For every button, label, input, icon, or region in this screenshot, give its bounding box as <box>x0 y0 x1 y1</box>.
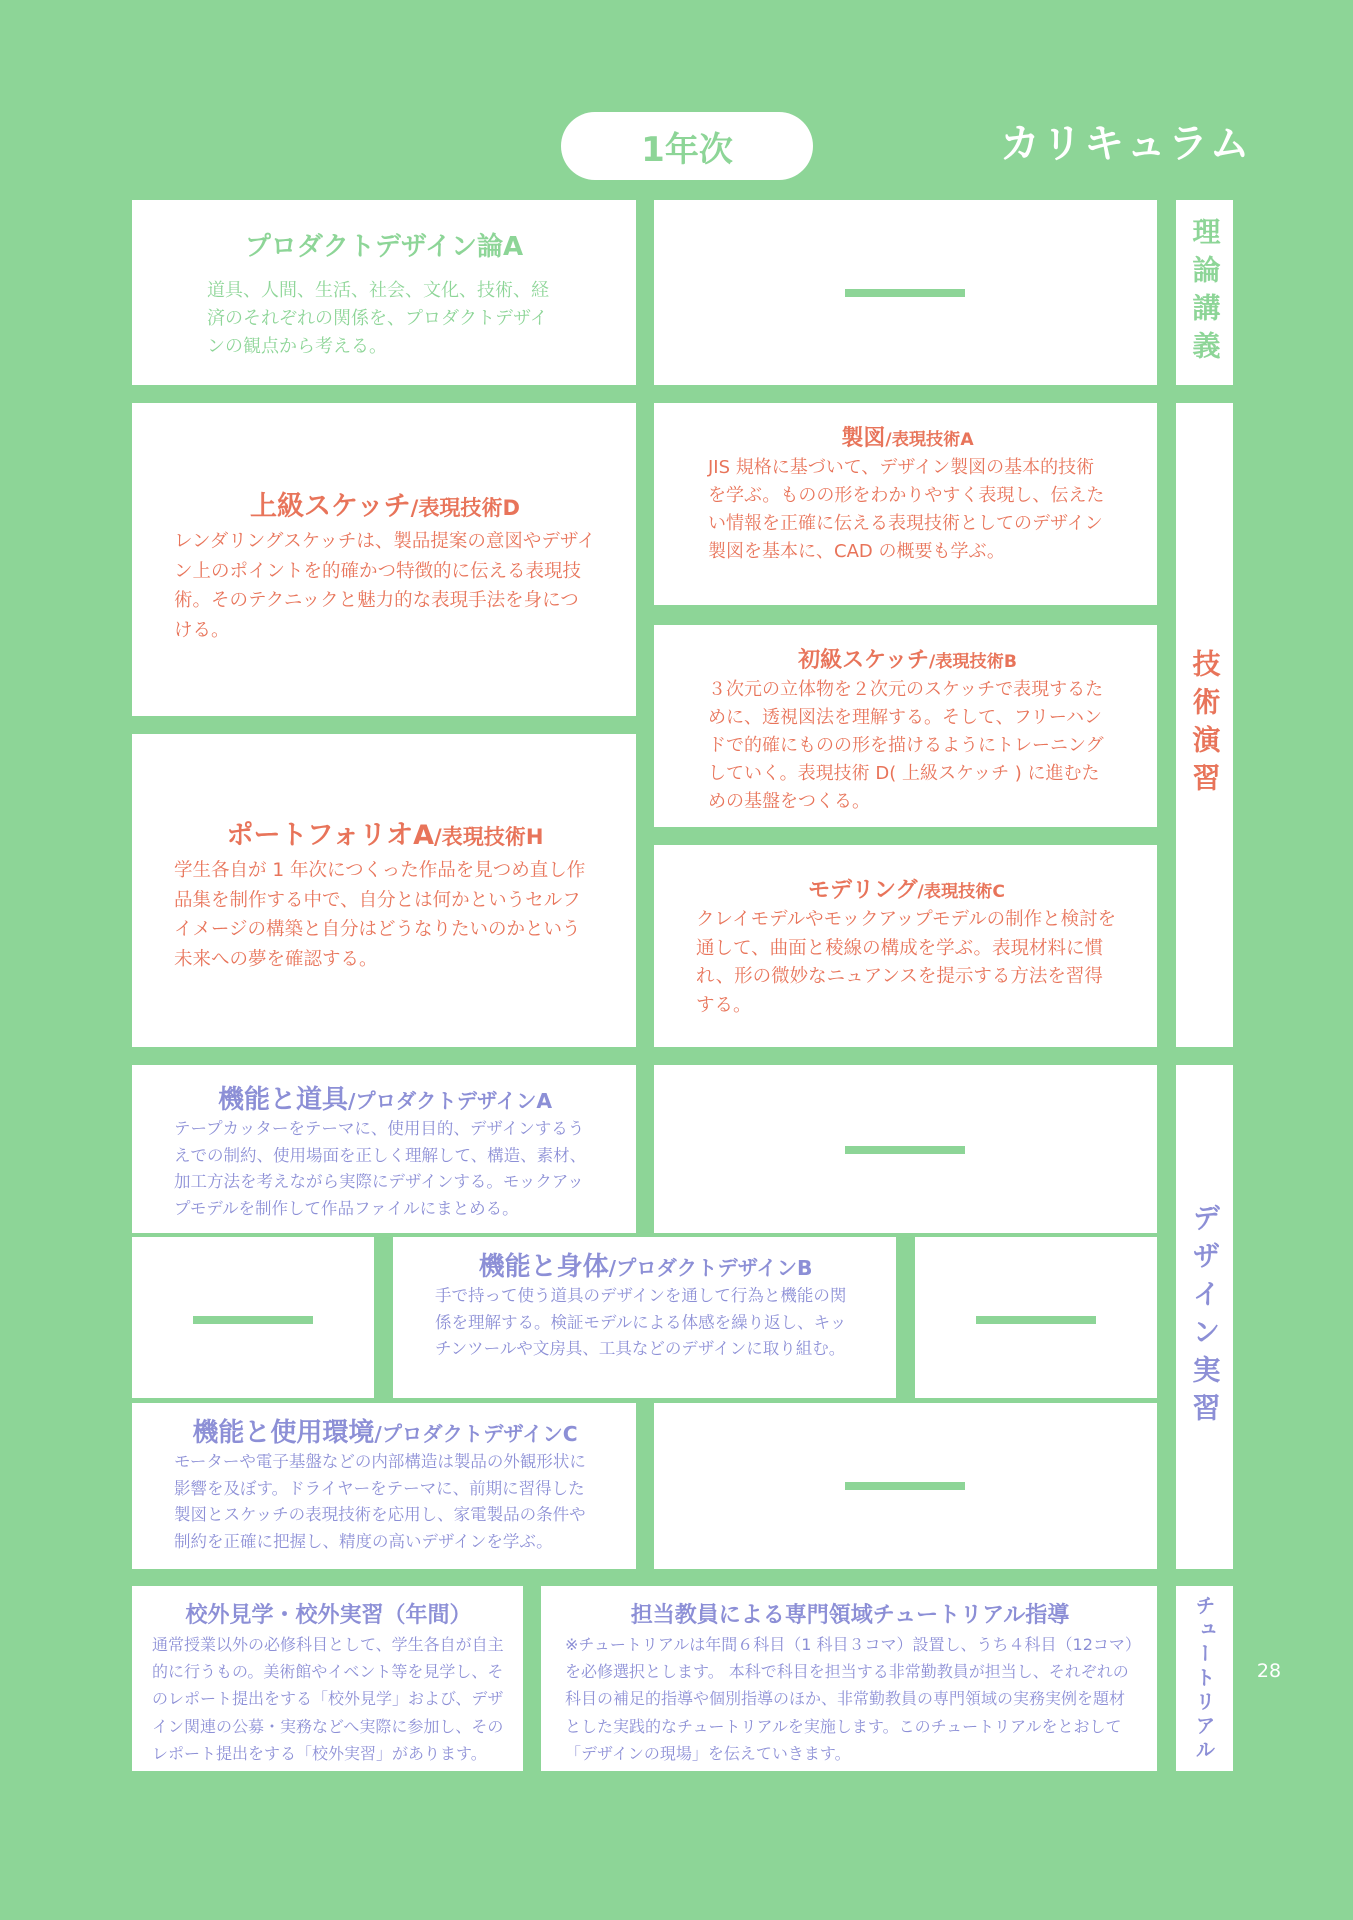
category-label: 理論講義 <box>1188 216 1222 369</box>
course-title-main: 製図 <box>841 426 886 451</box>
category-label: チュートリアル <box>1192 1594 1216 1763</box>
empty-slot <box>915 1237 1157 1398</box>
empty-slot <box>654 1065 1157 1233</box>
course-title-main: モデリング <box>807 878 918 903</box>
course-title-sub: /表現技術A <box>885 430 974 450</box>
course-card-product-design-theory <box>132 200 636 385</box>
course-description: ※チュートリアルは年間６科目（1 科目３コマ）設置し、うち４科目（12コマ）を必修選択とします。 本科で科目を担当する非常勤教員が担当し、それぞれの科目の補足的指導や個別指導のほか、非常勤教員の専門領域の実務実例を題材とした実践的なチュートリアルを実施します。このチュートリアルをとおして「デザインの現場」を伝えていきます。 <box>565 1635 1133 1763</box>
course-card-beginner-sketch <box>654 625 1157 827</box>
course-description: 道具、人間、生活、社会、文化、技術、経済のそれぞれの関係を、プロダクトデザインの観点から考える。 <box>207 280 549 357</box>
course-title <box>708 421 1107 452</box>
course-description: ３次元の立体物を２次元のスケッチで表現するために、透視図法を理解する。そして、フリーハンドで的確にものの形を描けるようにトレーニングしていく。表現技術 D( 上級スケッチ ) に進むための基盤をつくる。 <box>708 679 1104 812</box>
course-title: 担当教員による専門領域チュートリアル指導 <box>630 1603 1070 1628</box>
course-card-advanced-sketch <box>132 403 636 716</box>
course-description: 通常授業以外の必修科目として、学生各自が自主的に行うもの。美術館やイベント等を見学し、そのレポート提出をする「校外見学」および、デザイン関連の公募・実務などへ実際に参加し、そのレポート提出をする「校外実習」があります。 <box>152 1635 504 1763</box>
year-badge: 1年次 <box>561 112 813 180</box>
course-title-sub: /表現技術H <box>433 824 544 849</box>
category-tutorial <box>1176 1586 1233 1771</box>
course-description: テープカッターをテーマに、使用目的、デザインするうえでの制約、使用場面を正しく理解して、構造、素材、加工方法を考えながら実際にデザインする。モックアップモデルを制作して作品ファイルにまとめる。 <box>174 1119 587 1219</box>
course-title-sub: /表現技術B <box>928 652 1017 672</box>
course-title-sub: /表現技術D <box>410 495 520 520</box>
course-title-sub: /プロダクトデザインC <box>374 1422 578 1446</box>
dash-mark <box>845 289 965 297</box>
course-description: JIS 規格に基づいて、デザイン製図の基本的技術を学ぶ。ものの形をわかりやすく表現し、伝えたい情報を正確に伝える表現技術としてのデザイン製図を基本に、CAD の概要も学ぶ。 <box>708 457 1105 562</box>
course-title <box>174 484 596 523</box>
course-title-main: 初級スケッチ <box>798 648 929 673</box>
category-technique <box>1176 403 1233 1047</box>
course-description: モーターや電子基盤などの内部構造は製品の外観形状に影響を及ぼす。ドライヤーをテーマに、前期に習得した製図とスケッチの表現技術を応用し、家電製品の条件や制約を正確に把握し、精度の高いデザインを学ぶ。 <box>174 1452 586 1552</box>
course-title-main: ポートフォリオA <box>226 820 434 851</box>
course-card-modeling <box>654 845 1157 1047</box>
category-label: デザイン実習 <box>1188 1203 1222 1431</box>
course-title-main: 機能と使用環境 <box>192 1418 375 1448</box>
course-card-function-tools <box>132 1065 636 1233</box>
category-theory <box>1176 200 1233 385</box>
empty-slot <box>654 200 1157 385</box>
course-card-portfolio <box>132 734 636 1047</box>
course-title <box>174 1079 596 1116</box>
course-card-offcampus <box>132 1586 523 1771</box>
course-title-sub: /表現技術C <box>917 882 1006 902</box>
course-description: 学生各自が 1 年次につくった作品を見つめ直し作品集を制作する中で、自分とは何かというセルフイメージの構築と自分はどうなりたいのかという未来への夢を確認する。 <box>174 860 586 970</box>
course-description: クレイモデルやモックアップモデルの制作と検討を通して、曲面と稜線の構成を学ぶ。表現材料に慣れ、形の微妙なニュアンスを提示する方法を習得する。 <box>696 909 1117 1017</box>
empty-slot <box>132 1237 374 1398</box>
course-description: レンダリングスケッチは、製品提案の意図やデザイン上のポイントを的確かつ特徴的に伝える表現技術。そのテクニックと魅力的な表現手法を身につける。 <box>174 531 596 641</box>
course-title <box>174 813 596 852</box>
course-card-function-body <box>393 1237 896 1398</box>
course-title <box>435 1246 856 1283</box>
course-title <box>708 643 1107 674</box>
course-card-function-environment <box>132 1403 636 1569</box>
empty-slot <box>654 1403 1157 1569</box>
course-title-main: 機能と道具 <box>217 1085 348 1115</box>
dash-mark <box>845 1146 965 1154</box>
course-title: プロダクトデザイン論A <box>244 232 524 262</box>
course-title-main: 上級スケッチ <box>249 491 411 522</box>
course-title <box>696 873 1117 904</box>
course-title-sub: /プロダクトデザインB <box>608 1256 813 1280</box>
course-description: 手で持って使う道具のデザインを通して行為と機能の関係を理解する。検証モデルによる体感を繰り返し、キッチンツールや文房具、工具などのデザインに取り組む。 <box>435 1286 847 1359</box>
dash-mark <box>976 1316 1096 1324</box>
course-title-main: 機能と身体 <box>478 1252 609 1282</box>
page-title: カリキュラム <box>1000 121 1252 167</box>
dash-mark <box>845 1482 965 1490</box>
course-card-drafting <box>654 403 1157 605</box>
course-title <box>174 1412 596 1449</box>
dash-mark <box>193 1316 313 1324</box>
category-design <box>1176 1065 1233 1569</box>
course-title: 校外見学・校外実習（年間） <box>185 1603 472 1628</box>
page-number: 28 <box>1256 1660 1282 1682</box>
course-card-tutorial <box>541 1586 1157 1771</box>
category-label: 技術演習 <box>1188 649 1222 801</box>
course-title-sub: /プロダクトデザインA <box>347 1089 553 1113</box>
